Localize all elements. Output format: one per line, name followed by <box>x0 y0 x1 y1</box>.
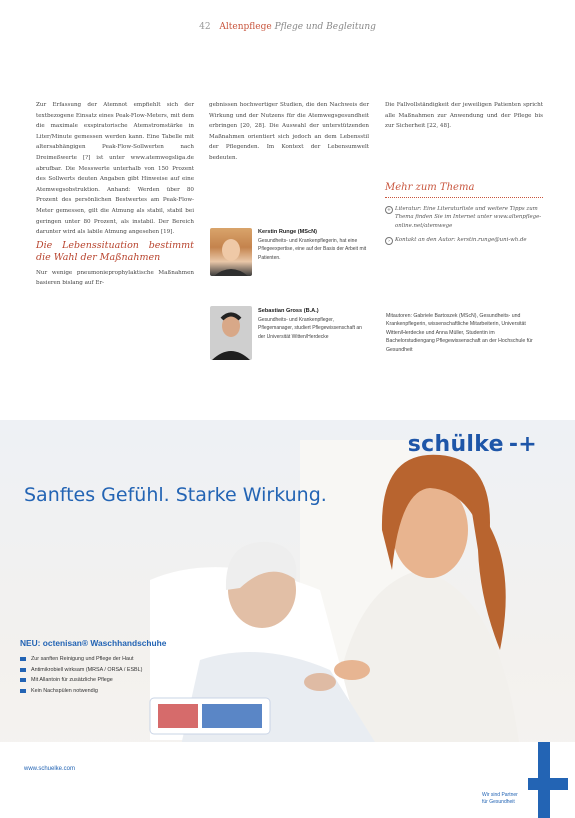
link-text: Kontakt an den Autor: kerstin.runge@uni-wh.de <box>395 237 527 244</box>
arrow-right-icon: › <box>385 237 393 245</box>
paragraph: gebnissen hochwertiger Studien, die den Nachweis der Wirkung und der Nutzens für die Atemwegsgesundheit erbringen [20, 28]. Die Auswahl der unterstützenden Maßnahmen orientiert sich jedoch an dem Lebensstil der Pflegenden. Im Kontext der Lebensumwelt bedeuten. <box>209 102 369 161</box>
subheading: Die Lebenssituation bestimmt die Wahl der Maßnahmen <box>36 239 194 263</box>
cross-icon-bar <box>528 778 568 790</box>
brand-name: schülke <box>407 432 504 457</box>
co-authors-bio: Mitautoren: Gabriele Bartoszek (MScN), Gesundheits- und Krankenpflegerin, wissenschaftliche Mitarbeiterin, Universität Witten/Herdecke und Anna Müller, Studentin im Bachelorstudiengang Pflegewissenschaft an der Hochschule für Gesundheit <box>386 313 533 353</box>
tagline-line: Wir sind Partner <box>482 792 518 798</box>
list-item: Antimikrobiell wirksam (MRSA / ORSA / ESBL) <box>20 665 166 676</box>
article-column-2 <box>209 100 369 164</box>
brand-logo <box>408 432 537 457</box>
author-photo <box>210 306 252 360</box>
ad-photo <box>0 420 575 750</box>
portrait-icon <box>210 228 252 276</box>
section-title: Altenpflege <box>219 22 272 32</box>
page-number: 42 <box>199 22 211 32</box>
list-item: Kein Nachspülen notwendig <box>20 686 166 697</box>
link-text: Literatur: Eine Literaturliste und weitere Tipps zum Thema finden Sie im Internet unter www.altenpflege-online.net/atemwege <box>395 206 542 229</box>
ad-footer <box>0 742 575 818</box>
plus-icon: + <box>386 207 392 213</box>
article-column-3 <box>385 100 543 132</box>
author-description: Gesundheits- und Krankenpflegerin, hat eine Pflegeexpertise, eine auf der Basis der Arbeit mit Patienten. <box>258 237 367 261</box>
paragraph: Die Fallvollständigkeit der jeweiligen Patienten spricht alle Maßnahmen zur Anwendung und der Pflege bis zur Sicherheit [22, 48]. <box>385 102 543 130</box>
product-box <box>20 638 166 696</box>
more-on-topic-heading: Mehr zum Thema <box>385 182 543 198</box>
author-name: Kerstin Runge (MScN) <box>258 229 318 235</box>
list-item: Mit Allantoin für zusätzliche Pflege <box>20 675 166 686</box>
schuelke-advertisement <box>0 420 575 818</box>
product-title: NEU: octenisan® Waschhandschuhe <box>20 638 167 648</box>
section-subtitle: Pflege und Begleitung <box>274 22 376 32</box>
author-description: Gesundheits- und Krankenpfleger, Pflegemanager, studiert Pflegewissenschaft an der Universität Witten/Herdecke <box>258 316 362 340</box>
paragraph: Nur wenige pneumonieprophylaktische Maßnahmen basieren bislang auf Er- <box>36 269 194 287</box>
ad-tagline <box>482 792 518 806</box>
author-name: Sebastian Gross (B.A.) <box>258 308 319 314</box>
list-item: Zur sanften Reinigung und Pflege der Haut <box>20 654 166 665</box>
more-on-topic-box <box>385 182 543 245</box>
author-info <box>258 228 370 262</box>
page-header <box>0 22 575 32</box>
portrait-icon <box>210 306 252 360</box>
author-photo <box>210 228 252 276</box>
website-link[interactable]: www.schuelke.com <box>24 766 76 772</box>
paragraph: Zur Erfassung der Atemnot empfiehlt sich der textbezogene Einsatz eines Peak-Flow-Meters, mit dem die maximale exspiratorische Atemstromstärke in Liter/Minute gemessen werden kann. Eine Tabelle mit altersabhängigen Peak-Flow-Sollwerten nach Dreimeßwerte [?] ist unter www.atemwegsliga.de abrufbar. Die Messwerte unterhalb von 150 Prozent des Sollwerts deuten Angaben gibt Hinweise auf eine Atemwegsobstruktion. Anhand: Werden über 80 Prozent des persönlichen Bestwertes am Peak-Flow-Meter gemessen, gilt die Atmung als stabil, stabil bei geringen unter 80 Prozent, als instabil. Der Bereich darunter wird als labile Atmung angesehen [19]. <box>36 102 194 236</box>
tagline-line: für Gesundheit <box>482 799 515 805</box>
article-column-1 <box>36 100 194 289</box>
author-info <box>258 307 370 341</box>
brand-mark-icon: -+ <box>508 432 537 457</box>
literature-link[interactable] <box>385 205 543 230</box>
contact-link[interactable] <box>385 236 543 244</box>
feature-list <box>20 654 166 696</box>
ad-slogan: Sanftes Gefühl. Starke Wirkung. <box>24 484 327 506</box>
